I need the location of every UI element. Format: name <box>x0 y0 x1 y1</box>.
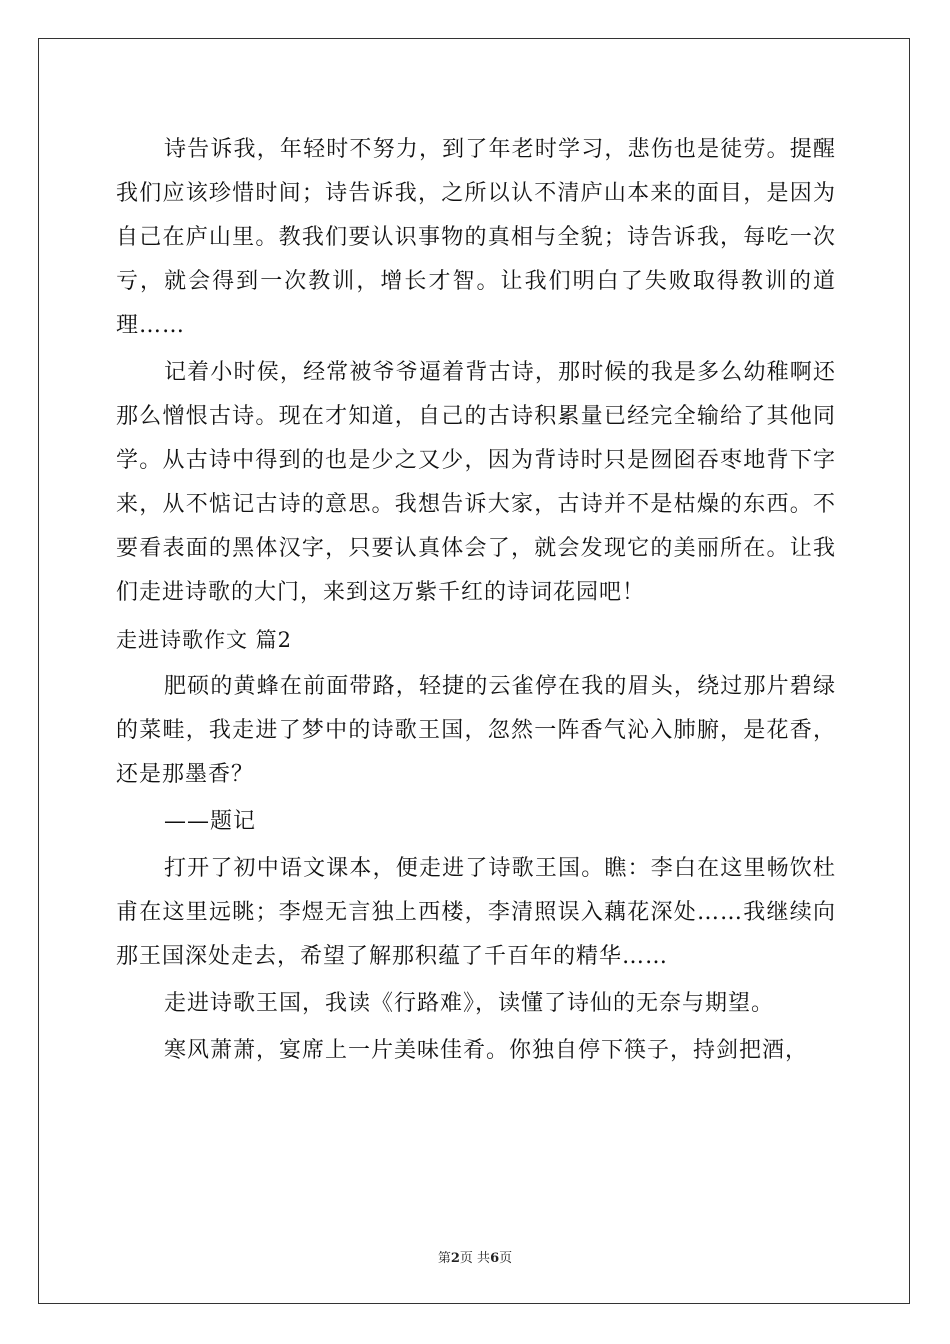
epigraph-signature: ——题记 <box>164 809 257 834</box>
page-current: 2 <box>450 1251 460 1266</box>
paragraph: 打开了初中语文课本，便走进了诗歌王国。瞧：李白在这里畅饮杜甫在这里远眺；李煜无言独上西楼，李清照误入藕花深处……我继续向那王国深处走去，希望了解那积蕴了千百年的精华…… <box>116 856 836 969</box>
page-footer <box>0 1247 950 1266</box>
paragraph: 记着小时侯，经常被爷爷逼着背古诗，那时候的我是多么幼稚啊还那么憎恨古诗。现在才知道，自己的古诗积累量已经完全输给了其他同学。从古诗中得到的也是少之又少，因为背诗时只是囫囵吞枣地背下字来，从不惦记古诗的意思。我想告诉大家，古诗并不是枯燥的东西。不要看表面的黑体汉字，只要认真体会了，就会发现它的美丽所在。让我们走进诗歌的大门，来到这万紫千红的诗词花园吧！ <box>116 360 836 605</box>
paragraph: 诗告诉我，年轻时不努力，到了年老时学习，悲伤也是徒劳。提醒我们应该珍惜时间；诗告诉我，之所以认不清庐山本来的面目，是因为自己在庐山里。教我们要认识事物的真相与全貌；诗告诉我，每吃一次亏，就会得到一次教训，增长才智。让我们明白了失败取得教训的道理…… <box>116 137 836 338</box>
section-heading: 走进诗歌作文 篇2 <box>116 628 293 652</box>
page-mid: 页 共 <box>459 1251 491 1266</box>
document-body <box>116 128 836 1076</box>
page-prefix: 第 <box>437 1251 451 1266</box>
page-total: 6 <box>490 1251 500 1266</box>
page-suffix: 页 <box>499 1251 513 1266</box>
paragraph: 肥硕的黄蜂在前面带路，轻捷的云雀停在我的眉头，绕过那片碧绿的菜畦，我走进了梦中的诗歌王国，忽然一阵香气沁入肺腑，是花香，还是那墨香？ <box>116 674 836 787</box>
paragraph: 走进诗歌王国，我读《行路难》，读懂了诗仙的无奈与期望。 <box>164 991 775 1016</box>
paragraph: 寒风萧萧，宴席上一片美味佳肴。你独自停下筷子，持剑把酒， <box>164 1038 809 1063</box>
